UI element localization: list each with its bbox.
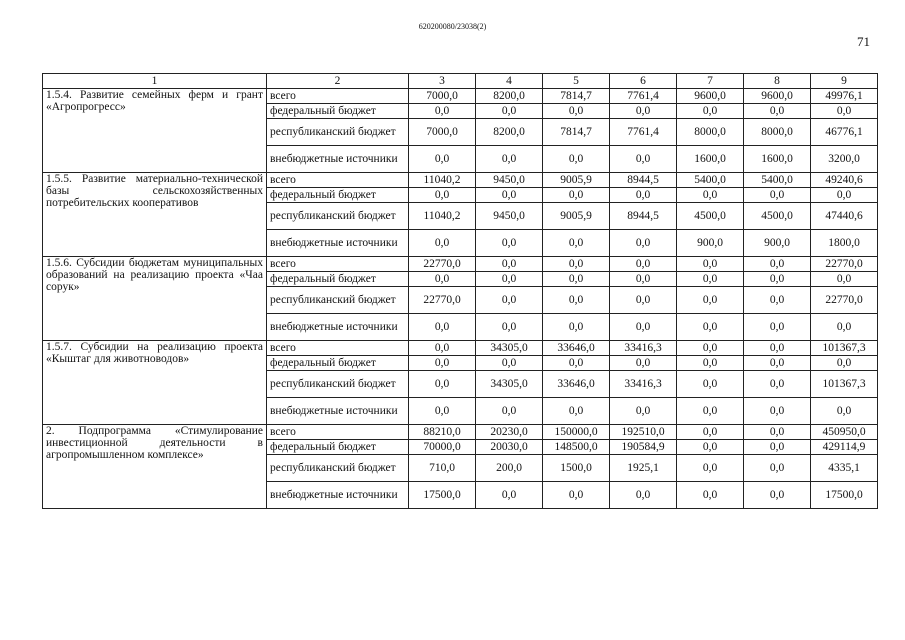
amount-cell: 11040,2	[409, 203, 476, 230]
amount-cell: 22770,0	[811, 287, 878, 314]
amount-cell: 7761,4	[610, 89, 677, 104]
amount-cell: 11040,2	[409, 173, 476, 188]
amount-cell: 0,0	[476, 146, 543, 173]
amount-cell: 4500,0	[677, 203, 744, 230]
amount-cell: 0,0	[610, 482, 677, 509]
amount-cell: 0,0	[744, 188, 811, 203]
amount-cell: 0,0	[543, 146, 610, 173]
amount-cell: 150000,0	[543, 425, 610, 440]
amount-cell: 0,0	[543, 188, 610, 203]
amount-cell: 0,0	[476, 188, 543, 203]
amount-cell: 0,0	[476, 356, 543, 371]
funding-source-cell: всего	[267, 257, 409, 272]
amount-cell: 33646,0	[543, 341, 610, 356]
column-header: 9	[811, 74, 878, 89]
amount-cell: 0,0	[811, 272, 878, 287]
amount-cell: 8200,0	[476, 89, 543, 104]
table-row	[43, 425, 878, 440]
amount-cell: 0,0	[409, 371, 476, 398]
amount-cell: 450950,0	[811, 425, 878, 440]
amount-cell: 0,0	[677, 104, 744, 119]
amount-cell: 0,0	[409, 188, 476, 203]
amount-cell: 0,0	[409, 314, 476, 341]
amount-cell: 0,0	[677, 341, 744, 356]
amount-cell: 0,0	[744, 455, 811, 482]
funding-source-cell: внебюджетные источники	[267, 146, 409, 173]
amount-cell: 5400,0	[677, 173, 744, 188]
funding-source-cell: всего	[267, 173, 409, 188]
amount-cell: 0,0	[744, 314, 811, 341]
amount-cell: 0,0	[610, 257, 677, 272]
amount-cell: 192510,0	[610, 425, 677, 440]
amount-cell: 0,0	[409, 356, 476, 371]
amount-cell: 0,0	[677, 272, 744, 287]
amount-cell: 0,0	[744, 440, 811, 455]
table-body	[43, 89, 878, 509]
amount-cell: 0,0	[610, 146, 677, 173]
column-header: 5	[543, 74, 610, 89]
amount-cell: 0,0	[476, 230, 543, 257]
table-row	[43, 341, 878, 356]
amount-cell: 1800,0	[811, 230, 878, 257]
amount-cell: 0,0	[677, 188, 744, 203]
column-header: 1	[43, 74, 267, 89]
amount-cell: 0,0	[744, 272, 811, 287]
amount-cell: 0,0	[677, 257, 744, 272]
budget-table	[42, 73, 878, 509]
amount-cell: 0,0	[543, 287, 610, 314]
amount-cell: 0,0	[610, 104, 677, 119]
amount-cell: 46776,1	[811, 119, 878, 146]
amount-cell: 22770,0	[409, 257, 476, 272]
amount-cell: 0,0	[543, 272, 610, 287]
amount-cell: 0,0	[744, 371, 811, 398]
amount-cell: 0,0	[744, 257, 811, 272]
column-header: 3	[409, 74, 476, 89]
funding-source-cell: республиканский бюджет	[267, 287, 409, 314]
amount-cell: 0,0	[610, 287, 677, 314]
funding-source-cell: федеральный бюджет	[267, 104, 409, 119]
funding-source-cell: федеральный бюджет	[267, 356, 409, 371]
amount-cell: 8000,0	[677, 119, 744, 146]
amount-cell: 9600,0	[744, 89, 811, 104]
amount-cell: 101367,3	[811, 341, 878, 356]
amount-cell: 0,0	[744, 356, 811, 371]
amount-cell: 0,0	[677, 287, 744, 314]
amount-cell: 0,0	[744, 287, 811, 314]
funding-source-cell: внебюджетные источники	[267, 314, 409, 341]
amount-cell: 710,0	[409, 455, 476, 482]
amount-cell: 0,0	[476, 257, 543, 272]
amount-cell: 88210,0	[409, 425, 476, 440]
funding-source-cell: республиканский бюджет	[267, 371, 409, 398]
funding-source-cell: федеральный бюджет	[267, 272, 409, 287]
amount-cell: 7814,7	[543, 119, 610, 146]
amount-cell: 0,0	[543, 257, 610, 272]
amount-cell: 0,0	[811, 104, 878, 119]
amount-cell: 33416,3	[610, 371, 677, 398]
amount-cell: 0,0	[610, 272, 677, 287]
amount-cell: 0,0	[744, 341, 811, 356]
amount-cell: 1925,1	[610, 455, 677, 482]
amount-cell: 0,0	[543, 104, 610, 119]
funding-source-cell: федеральный бюджет	[267, 188, 409, 203]
funding-source-cell: всего	[267, 425, 409, 440]
amount-cell: 9600,0	[677, 89, 744, 104]
amount-cell: 7000,0	[409, 119, 476, 146]
amount-cell: 0,0	[543, 356, 610, 371]
amount-cell: 0,0	[543, 230, 610, 257]
table-row	[43, 173, 878, 188]
amount-cell: 148500,0	[543, 440, 610, 455]
amount-cell: 4335,1	[811, 455, 878, 482]
program-name-cell: 1.5.6. Субсидии бюджетам муниципальных образований на реализацию проекта «Чаа сорук»	[43, 257, 267, 341]
amount-cell: 1600,0	[744, 146, 811, 173]
amount-cell: 200,0	[476, 455, 543, 482]
amount-cell: 0,0	[811, 356, 878, 371]
table-row	[43, 257, 878, 272]
amount-cell: 0,0	[610, 314, 677, 341]
amount-cell: 0,0	[409, 272, 476, 287]
funding-source-cell: республиканский бюджет	[267, 119, 409, 146]
funding-source-cell: внебюджетные источники	[267, 482, 409, 509]
amount-cell: 33416,3	[610, 341, 677, 356]
amount-cell: 7761,4	[610, 119, 677, 146]
amount-cell: 7814,7	[543, 89, 610, 104]
amount-cell: 0,0	[677, 356, 744, 371]
amount-cell: 900,0	[744, 230, 811, 257]
amount-cell: 0,0	[476, 272, 543, 287]
amount-cell: 1600,0	[677, 146, 744, 173]
amount-cell: 0,0	[744, 482, 811, 509]
program-name-cell: 1.5.7. Субсидии на реализацию проекта «Кыштаг для животноводов»	[43, 341, 267, 425]
amount-cell: 0,0	[476, 314, 543, 341]
amount-cell: 9450,0	[476, 203, 543, 230]
amount-cell: 9005,9	[543, 203, 610, 230]
amount-cell: 900,0	[677, 230, 744, 257]
program-name-cell: 1.5.4. Развитие семейных ферм и грант «Агропрогресс»	[43, 89, 267, 173]
amount-cell: 1500,0	[543, 455, 610, 482]
amount-cell: 0,0	[677, 371, 744, 398]
amount-cell: 9005,9	[543, 173, 610, 188]
column-header: 2	[267, 74, 409, 89]
amount-cell: 0,0	[543, 482, 610, 509]
funding-source-cell: федеральный бюджет	[267, 440, 409, 455]
amount-cell: 9450,0	[476, 173, 543, 188]
amount-cell: 8000,0	[744, 119, 811, 146]
amount-cell: 190584,9	[610, 440, 677, 455]
funding-source-cell: республиканский бюджет	[267, 203, 409, 230]
amount-cell: 49240,6	[811, 173, 878, 188]
amount-cell: 8944,5	[610, 203, 677, 230]
program-name-cell: 1.5.5. Развитие материально-технической базы сельскохозяйственных потребительских кооперативов	[43, 173, 267, 257]
program-name-cell: 2. Подпрограмма «Стимулирование инвестиционной деятельности в агропромышленном комплексе»	[43, 425, 267, 509]
amount-cell: 34305,0	[476, 371, 543, 398]
amount-cell: 3200,0	[811, 146, 878, 173]
amount-cell: 0,0	[744, 425, 811, 440]
amount-cell: 0,0	[811, 188, 878, 203]
amount-cell: 0,0	[811, 314, 878, 341]
table-row	[43, 89, 878, 104]
amount-cell: 0,0	[610, 230, 677, 257]
amount-cell: 0,0	[476, 287, 543, 314]
amount-cell: 5400,0	[744, 173, 811, 188]
amount-cell: 0,0	[476, 104, 543, 119]
amount-cell: 34305,0	[476, 341, 543, 356]
amount-cell: 0,0	[677, 425, 744, 440]
amount-cell: 0,0	[677, 314, 744, 341]
amount-cell: 0,0	[744, 104, 811, 119]
funding-source-cell: всего	[267, 341, 409, 356]
amount-cell: 0,0	[610, 188, 677, 203]
amount-cell: 7000,0	[409, 89, 476, 104]
amount-cell: 0,0	[476, 398, 543, 425]
amount-cell: 8200,0	[476, 119, 543, 146]
amount-cell: 0,0	[610, 356, 677, 371]
funding-source-cell: всего	[267, 89, 409, 104]
column-header: 8	[744, 74, 811, 89]
funding-source-cell: республиканский бюджет	[267, 455, 409, 482]
amount-cell: 0,0	[409, 146, 476, 173]
page-number: 71	[857, 34, 870, 49]
amount-cell: 0,0	[409, 230, 476, 257]
amount-cell: 47440,6	[811, 203, 878, 230]
amount-cell: 0,0	[677, 482, 744, 509]
amount-cell: 22770,0	[409, 287, 476, 314]
amount-cell: 70000,0	[409, 440, 476, 455]
amount-cell: 22770,0	[811, 257, 878, 272]
amount-cell: 17500,0	[811, 482, 878, 509]
amount-cell: 49976,1	[811, 89, 878, 104]
amount-cell: 0,0	[409, 398, 476, 425]
amount-cell: 429114,9	[811, 440, 878, 455]
amount-cell: 4500,0	[744, 203, 811, 230]
amount-cell: 0,0	[610, 398, 677, 425]
amount-cell: 20030,0	[476, 440, 543, 455]
amount-cell: 33646,0	[543, 371, 610, 398]
amount-cell: 0,0	[543, 314, 610, 341]
amount-cell: 0,0	[476, 482, 543, 509]
amount-cell: 0,0	[811, 398, 878, 425]
funding-source-cell: внебюджетные источники	[267, 398, 409, 425]
document-id: 620200080/23038(2)	[418, 22, 487, 31]
column-header: 6	[610, 74, 677, 89]
funding-source-cell: внебюджетные источники	[267, 230, 409, 257]
amount-cell: 8944,5	[610, 173, 677, 188]
amount-cell: 101367,3	[811, 371, 878, 398]
column-header: 4	[476, 74, 543, 89]
amount-cell: 0,0	[744, 398, 811, 425]
column-header: 7	[677, 74, 744, 89]
amount-cell: 0,0	[677, 398, 744, 425]
amount-cell: 0,0	[677, 440, 744, 455]
amount-cell: 0,0	[409, 104, 476, 119]
amount-cell: 20230,0	[476, 425, 543, 440]
amount-cell: 0,0	[677, 455, 744, 482]
amount-cell: 17500,0	[409, 482, 476, 509]
amount-cell: 0,0	[543, 398, 610, 425]
amount-cell: 0,0	[409, 341, 476, 356]
column-header-row	[43, 74, 878, 89]
